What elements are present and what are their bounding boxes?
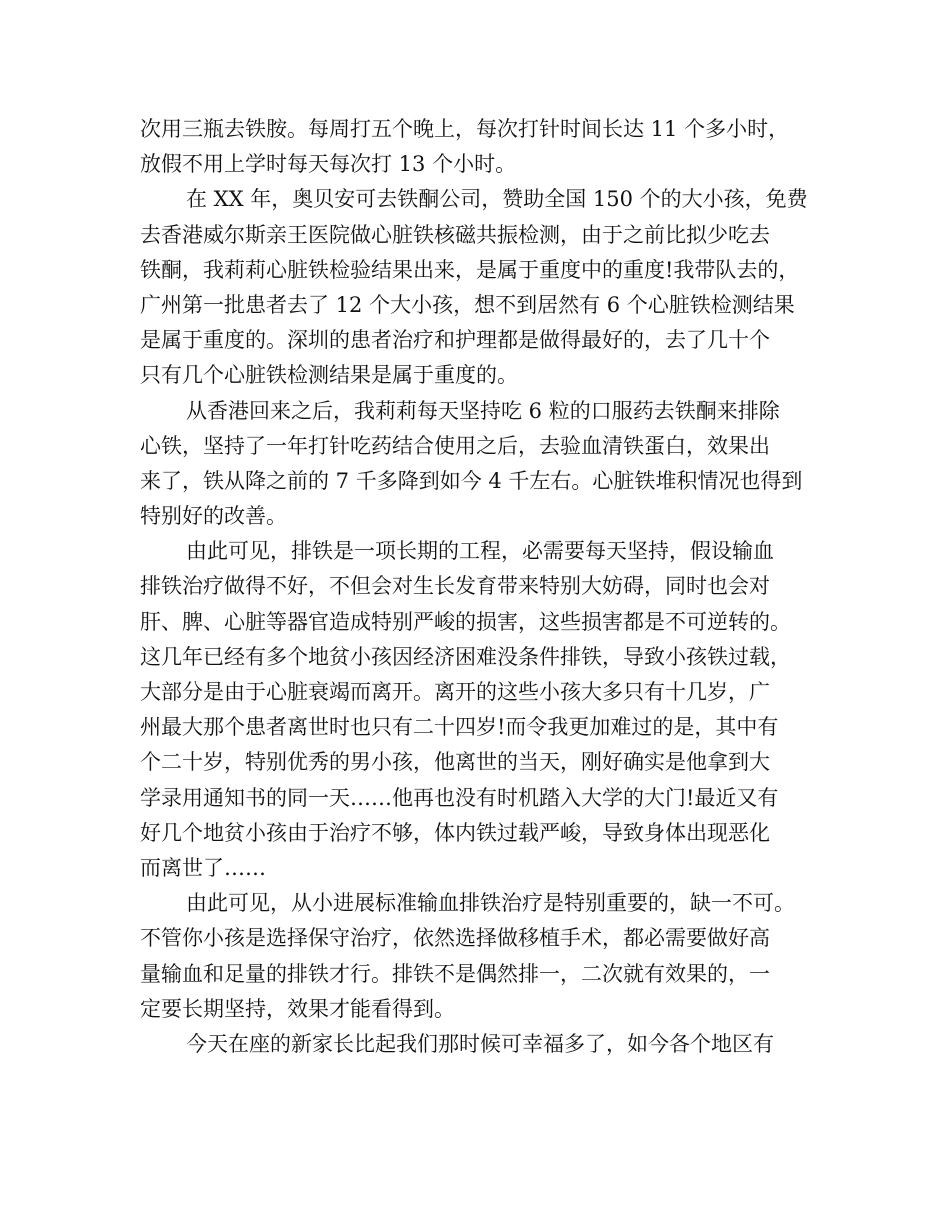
text-line: 广州第一批患者去了 12 个大小孩，想不到居然有 6 个心脏铁检测结果 (140, 292, 795, 317)
paragraph (140, 534, 820, 886)
text-line: 由此可见，排铁是一项长期的工程，必需要每天坚持，假设输血 (186, 539, 774, 564)
text-line: 次用三瓶去铁胺。每周打五个晚上，每次打针时间长达 11 个多小时， (140, 117, 790, 141)
text-line: 量输血和足量的排铁才行。排铁不是偶然排一，二次就有效果的，一 (140, 961, 770, 986)
text-line: 由此可见，从小进展标准输血排铁治疗是特别重要的，缺一不可。 (186, 891, 795, 916)
document-body (140, 112, 820, 1062)
text-line: 只有几个心脏铁检测结果是属于重度的。 (140, 363, 518, 388)
text-line: 好几个地贫小孩由于治疗不够，体内铁过载严峻，导致身体出现恶化 (140, 820, 770, 845)
text-line: 这几年已经有多个地贫小孩因经济困难没条件排铁，导致小孩铁过载， (140, 644, 791, 669)
text-line: 定要长期坚持，效果才能看得到。 (140, 996, 455, 1021)
text-line: 不管你小孩是选择保守治疗，依然选择做移植手术，都必需要做好高 (140, 926, 770, 951)
text-line: 心铁，坚持了一年打针吃药结合使用之后，去验血清铁蛋白，效果出 (140, 433, 770, 458)
text-line: 今天在座的新家长比起我们那时候可幸福多了，如今各个地区有 (186, 1031, 774, 1056)
text-line: 大部分是由于心脏衰竭而离开。离开的这些小孩大多只有十几岁，广 (140, 680, 770, 704)
text-line: 从香港回来之后，我莉莉每天坚持吃 6 粒的口服药去铁酮来排除 (186, 398, 780, 423)
text-line: 是属于重度的。深圳的患者治疗和护理都是做得最好的，去了几十个 (140, 328, 770, 353)
text-line: 个二十岁，特别优秀的男小孩，他离世的当天，刚好确实是他拿到大 (140, 750, 770, 775)
text-line: 铁酮，我莉莉心脏铁检验结果出来，是属于重度中的重度!我带队去的， (140, 257, 800, 282)
text-line: 学录用通知书的同一天……他再也没有时机踏入大学的大门!最近又有 (140, 785, 779, 810)
text-line: 肝、脾、心脏等器官造成特别严峻的损害，这些损害都是不可逆转的。 (140, 609, 791, 634)
text-line: 而离世了…… (140, 855, 266, 880)
paragraph (140, 1027, 820, 1062)
text-line: 特别好的改善。 (140, 504, 287, 529)
paragraph (140, 112, 820, 182)
text-line: 放假不用上学时每天每次打 13 个小时。 (140, 152, 517, 177)
text-line: 州最大那个患者离世时也只有二十四岁!而令我更加难过的是，其中有 (140, 715, 779, 740)
paragraph (140, 182, 820, 393)
paragraph (140, 394, 820, 535)
text-line: 排铁治疗做得不好，不但会对生长发育带来特别大妨碍，同时也会对 (140, 574, 770, 599)
paragraph (140, 886, 820, 1027)
text-line: 去香港威尔斯亲王医院做心脏铁核磁共振检测，由于之前比拟少吃去 (140, 222, 770, 247)
text-line: 在 XX 年，奥贝安可去铁酮公司，赞助全国 150 个的大小孩，免费 (186, 187, 808, 212)
text-line: 来了，铁从降之前的 7 千多降到如今 4 千左右。心脏铁堆积情况也得到 (140, 468, 803, 493)
